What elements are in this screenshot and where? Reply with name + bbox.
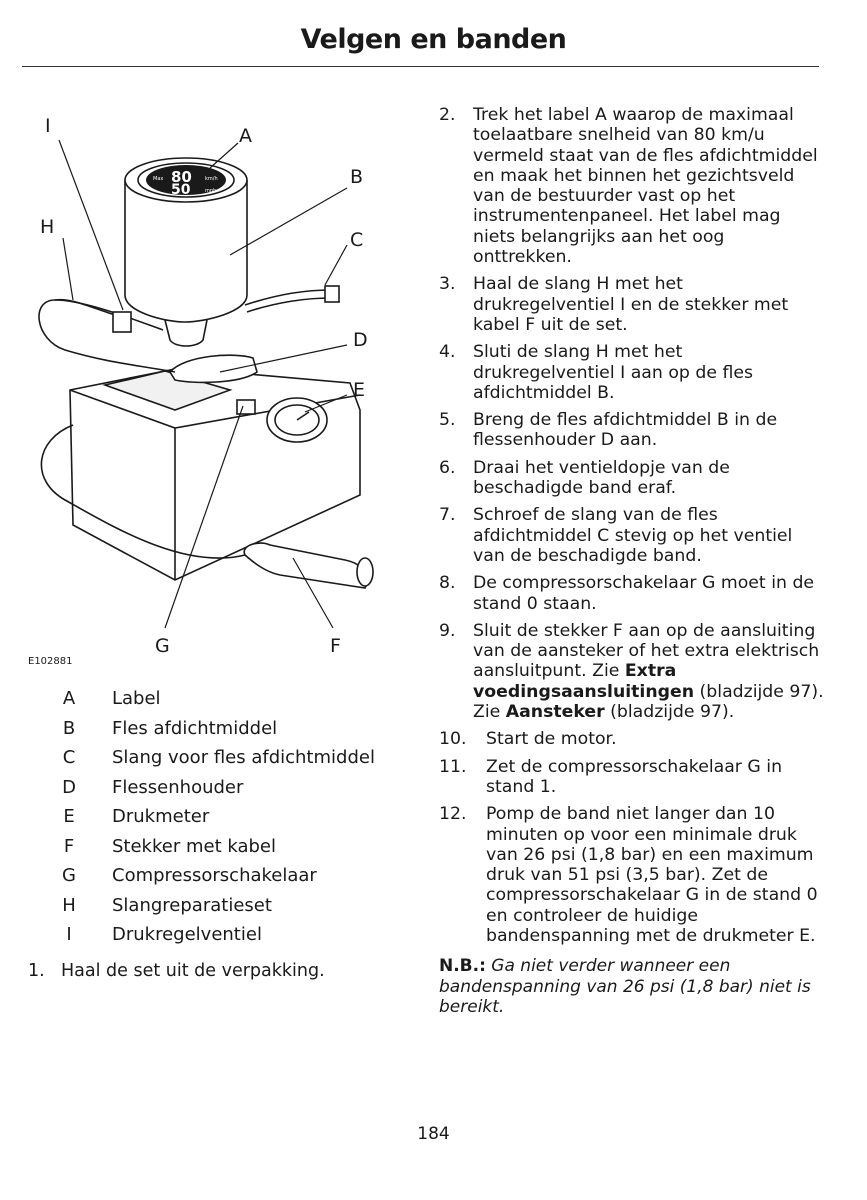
callout-g: G	[155, 635, 170, 657]
step-text: Sluti de slang H met het drukregelventiel I aan op de fles afdichtmiddel B.	[473, 342, 753, 403]
step-9	[439, 621, 824, 722]
step-text: Zet de compressorschakelaar G in stand 1.	[486, 756, 783, 797]
legend-label: Drukmeter	[112, 806, 210, 827]
legend-label: Slang voor fles afdichtmiddel	[112, 747, 375, 768]
step-number: 8.	[439, 573, 456, 594]
legend-key: D	[62, 776, 76, 798]
step-8	[439, 573, 824, 614]
legend-key: H	[62, 894, 76, 916]
label-value-bottom: 50	[171, 182, 191, 198]
step-text: Breng de fles afdichtmiddel B in de flessenhouder D aan.	[473, 410, 778, 451]
legend-label: Stekker met kabel	[112, 835, 276, 857]
step-text: Trek het label A waarop de maximaal toelaatbare snelheid van 80 km/u vermeld staat van de fles afdichtmiddel en maak het binnen het gezichtsveld van de bestuurder vast op het instrumentenpaneel. Het label mag niets belangrijks aan het oog onttrekken.	[473, 105, 818, 268]
step-number: 10.	[439, 729, 467, 750]
callout-b: B	[350, 166, 364, 188]
legend-label: Label	[112, 688, 161, 709]
step-text: De compressorschakelaar G moet in de stand 0 staan.	[473, 573, 815, 614]
legend-key: F	[63, 835, 75, 857]
step-text: (bladzijde 97). Zie	[473, 681, 824, 723]
legend-key: C	[62, 747, 76, 768]
legend-key: I	[66, 924, 72, 945]
step-number: 12.	[439, 804, 467, 825]
step-4	[439, 342, 824, 403]
step-3	[439, 274, 824, 335]
legend-key: B	[62, 717, 76, 739]
step-number: 2.	[439, 105, 456, 125]
callout-d: D	[353, 329, 368, 351]
page-number: 184	[417, 1124, 450, 1144]
note-text: Ga niet verder wanneer een bandenspanning van 26 psi (1,8 bar) niet is bereikt.	[439, 956, 811, 1018]
legend-label: Compressorschakelaar	[112, 865, 317, 886]
note-label: N.B.:	[439, 956, 486, 977]
instructions-column	[439, 105, 824, 1018]
figure-code: E102881	[28, 656, 73, 667]
step-text: Sluit de stekker F aan op de aansluiting van de aansteker of het extra elektrisch aansluitpunt. Zie	[473, 620, 820, 682]
step-7	[439, 505, 824, 566]
callout-h: H	[40, 216, 55, 238]
callout-i: I	[45, 115, 51, 137]
tire-repair-kit-illustration	[25, 100, 415, 675]
step-2	[439, 105, 824, 267]
label-value-top: 80	[171, 168, 192, 186]
step-number: 9.	[439, 620, 456, 641]
step-text: Schroef de slang van de fles afdichtmiddel C stevig op het ventiel van de beschadigde band.	[473, 505, 793, 566]
step-12	[439, 804, 824, 946]
step-11	[439, 757, 824, 798]
step-number: 11.	[439, 756, 467, 777]
step-text: Pomp de band niet langer dan 10 minuten op voor een minimale druk van 26 psi (1,8 bar) en een maximum druk van 51 psi (3,5 bar). Zet de compressorschakelaar G in de stand 0 en controleer de huidige bandenspanning met de drukmeter E.	[486, 804, 818, 946]
step-text: Haal de slang H met het drukregelventiel I en de stekker met kabel F uit de set.	[473, 274, 789, 335]
step-number: 5.	[439, 410, 456, 431]
step-number: 4.	[439, 342, 456, 363]
step-1	[28, 961, 325, 981]
link-aansteker[interactable]: Aansteker	[505, 702, 605, 723]
page-title: Velgen en banden	[300, 24, 567, 55]
step-6	[439, 458, 824, 499]
label-max-text: Max	[153, 176, 164, 182]
legend-key: A	[62, 688, 76, 709]
step-number: 1.	[28, 961, 45, 981]
legend-key: G	[62, 865, 76, 886]
callout-f: F	[330, 635, 341, 657]
legend-label: Slangreparatieset	[112, 894, 272, 916]
legend-key: E	[63, 806, 75, 827]
label-unit-top: km/h	[205, 176, 218, 182]
step-5	[439, 410, 824, 451]
label-unit-bottom: mph	[205, 188, 217, 194]
legend-label: Drukregelventiel	[112, 924, 262, 945]
link-extra-voedingsaansluitingen[interactable]: Extra voedingsaansluitingen	[473, 661, 695, 702]
step-text: Start de motor.	[486, 729, 617, 750]
step-text: Haal de set uit de verpakking.	[61, 961, 325, 981]
step-10	[439, 729, 824, 749]
step-number: 7.	[439, 505, 456, 526]
header-rule	[22, 66, 819, 67]
step-number: 3.	[439, 274, 456, 295]
callout-c: C	[350, 229, 364, 251]
legend-label: Fles afdichtmiddel	[112, 717, 278, 739]
note	[439, 956, 824, 1018]
step-text: (bladzijde 97).	[604, 702, 735, 723]
legend-label: Flessenhouder	[112, 776, 244, 798]
callout-a: A	[239, 125, 252, 147]
step-number: 6.	[439, 457, 456, 478]
step-text: Draai het ventieldopje van de beschadigde band eraf.	[473, 457, 730, 499]
callout-e: E	[353, 379, 366, 401]
